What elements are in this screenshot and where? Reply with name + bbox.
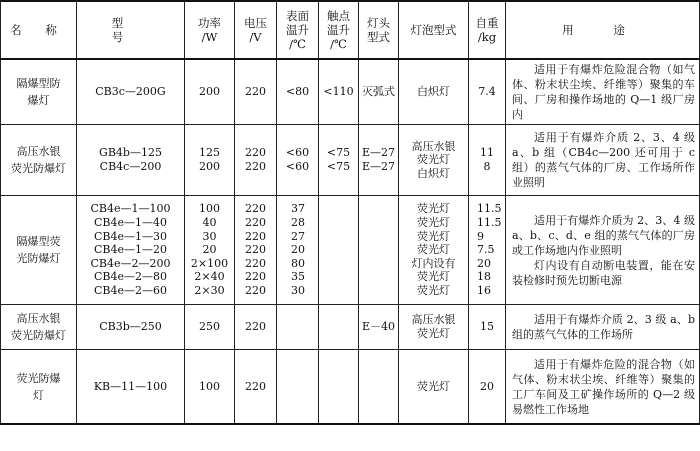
table-row bbox=[1, 125, 700, 196]
lamp-contact-temp bbox=[319, 350, 359, 425]
lamp-bulb-type: 高压水银 荧光灯 白炽灯 bbox=[399, 125, 469, 196]
lamp-power: 250 bbox=[185, 305, 235, 350]
lamp-weight: 20 bbox=[469, 350, 506, 425]
lamp-usage: 适用于有爆炸介质 2、3 级 a、b 组的蒸气气体的工作场所 bbox=[506, 305, 700, 350]
lamp-name: 隔爆型防 爆灯 bbox=[1, 59, 77, 125]
lamp-bulb-type: 荧光灯 荧光灯 荧光灯 荧光灯 灯内设有 荧光灯 荧光灯 bbox=[399, 196, 469, 305]
lamp-surface-temp: <60 <60 bbox=[277, 125, 319, 196]
lamp-cap-type: E－40 bbox=[359, 305, 399, 350]
lamp-weight: 11.5 11.5 9 7.5 20 18 16 bbox=[469, 196, 506, 305]
lamp-bulb-type: 荧光灯 bbox=[399, 350, 469, 425]
lamp-power: 125 200 bbox=[185, 125, 235, 196]
lamp-bulb-type: 高压水银 荧光灯 bbox=[399, 305, 469, 350]
lamp-surface-temp: 37 28 27 20 80 35 30 bbox=[277, 196, 319, 305]
lamp-surface-temp bbox=[277, 305, 319, 350]
lamp-usage: 适用于有爆炸危险的混合物（如气体、粉末状尘埃、纤维等）聚集的工厂车间及工矿操作场所的 Q—2 级易燃性工作场地 bbox=[506, 350, 700, 425]
lamp-usage: 适用于有爆炸介质为 2、3、4 级 a、b、c、d、e 组的蒸气气体的厂房或工作场地内作业照明 灯内设有自动断电装置，能在安装检修时预先切断电源 bbox=[506, 196, 700, 305]
lamp-model: CB3b—250 bbox=[77, 305, 185, 350]
table-row bbox=[1, 196, 700, 305]
header-power: 功率 /W bbox=[185, 1, 235, 59]
lamp-contact-temp bbox=[319, 196, 359, 305]
lamp-contact-temp: <110 bbox=[319, 59, 359, 125]
lamp-name: 隔爆型荧 光防爆灯 bbox=[1, 196, 77, 305]
lamp-voltage: 220 bbox=[235, 59, 277, 125]
header-contact-temp: 触点 温升 /℃ bbox=[319, 1, 359, 59]
lamp-name: 荧光防爆 灯 bbox=[1, 350, 77, 425]
header-usage: 用 途 bbox=[506, 1, 700, 59]
header-model: 型 号 bbox=[77, 1, 185, 59]
lamp-surface-temp: <80 bbox=[277, 59, 319, 125]
header-surface-temp: 表面 温升 /℃ bbox=[277, 1, 319, 59]
lamp-cap-type: E—27 E—27 bbox=[359, 125, 399, 196]
lamp-usage: 适用于有爆炸介质 2、3、4 级 a、b 组（CB4c—200 还可用于 c 组）的蒸气气体的厂房、工作场所作业照明 bbox=[506, 125, 700, 196]
lamp-bulb-type: 白炽灯 bbox=[399, 59, 469, 125]
table-row bbox=[1, 59, 700, 125]
lamp-power: 100 bbox=[185, 350, 235, 425]
lamp-power: 200 bbox=[185, 59, 235, 125]
lamp-surface-temp bbox=[277, 350, 319, 425]
lamp-voltage: 220 220 220 220 220 220 220 bbox=[235, 196, 277, 305]
lamp-voltage: 220 bbox=[235, 350, 277, 425]
lamp-cap-type bbox=[359, 350, 399, 425]
lamp-weight: 7.4 bbox=[469, 59, 506, 125]
lamp-cap-type: 灭弧式 bbox=[359, 59, 399, 125]
header-weight: 自重 /kg bbox=[469, 1, 506, 59]
lamp-voltage: 220 bbox=[235, 305, 277, 350]
lamp-model: CB4e—1—100 CB4e—1—40 CB4e—1—30 CB4e—1—20 CB4e—2—200 CB4e—2—80 CB4e—2—60 bbox=[77, 196, 185, 305]
lamp-usage: 适用于有爆炸危险混合物（如气体、粉末状尘埃、纤维等）聚集的车间、厂房和操作场地的 Q—1 级厂房内 bbox=[506, 59, 700, 125]
lamp-contact-temp bbox=[319, 305, 359, 350]
lamp-name: 高压水银 荧光防爆灯 bbox=[1, 305, 77, 350]
lamp-model: CB3c—200G bbox=[77, 59, 185, 125]
lamp-name: 高压水银 荧光防爆灯 bbox=[1, 125, 77, 196]
lamp-model: KB—11—100 bbox=[77, 350, 185, 425]
lamp-weight: 15 bbox=[469, 305, 506, 350]
lamp-weight: 11 8 bbox=[469, 125, 506, 196]
table-row bbox=[1, 350, 700, 425]
table-row bbox=[1, 305, 700, 350]
header-name: 名 称 bbox=[1, 1, 77, 59]
lamp-model: GB4b—125 CB4c—200 bbox=[77, 125, 185, 196]
table-header-row bbox=[1, 1, 700, 59]
lamp-power: 100 40 30 20 2×100 2×40 2×30 bbox=[185, 196, 235, 305]
lamp-voltage: 220 220 bbox=[235, 125, 277, 196]
lamp-contact-temp: <75 <75 bbox=[319, 125, 359, 196]
header-cap-type: 灯头 型式 bbox=[359, 1, 399, 59]
header-voltage: 电压 /V bbox=[235, 1, 277, 59]
header-bulb-type: 灯泡型式 bbox=[399, 1, 469, 59]
lamp-cap-type bbox=[359, 196, 399, 305]
